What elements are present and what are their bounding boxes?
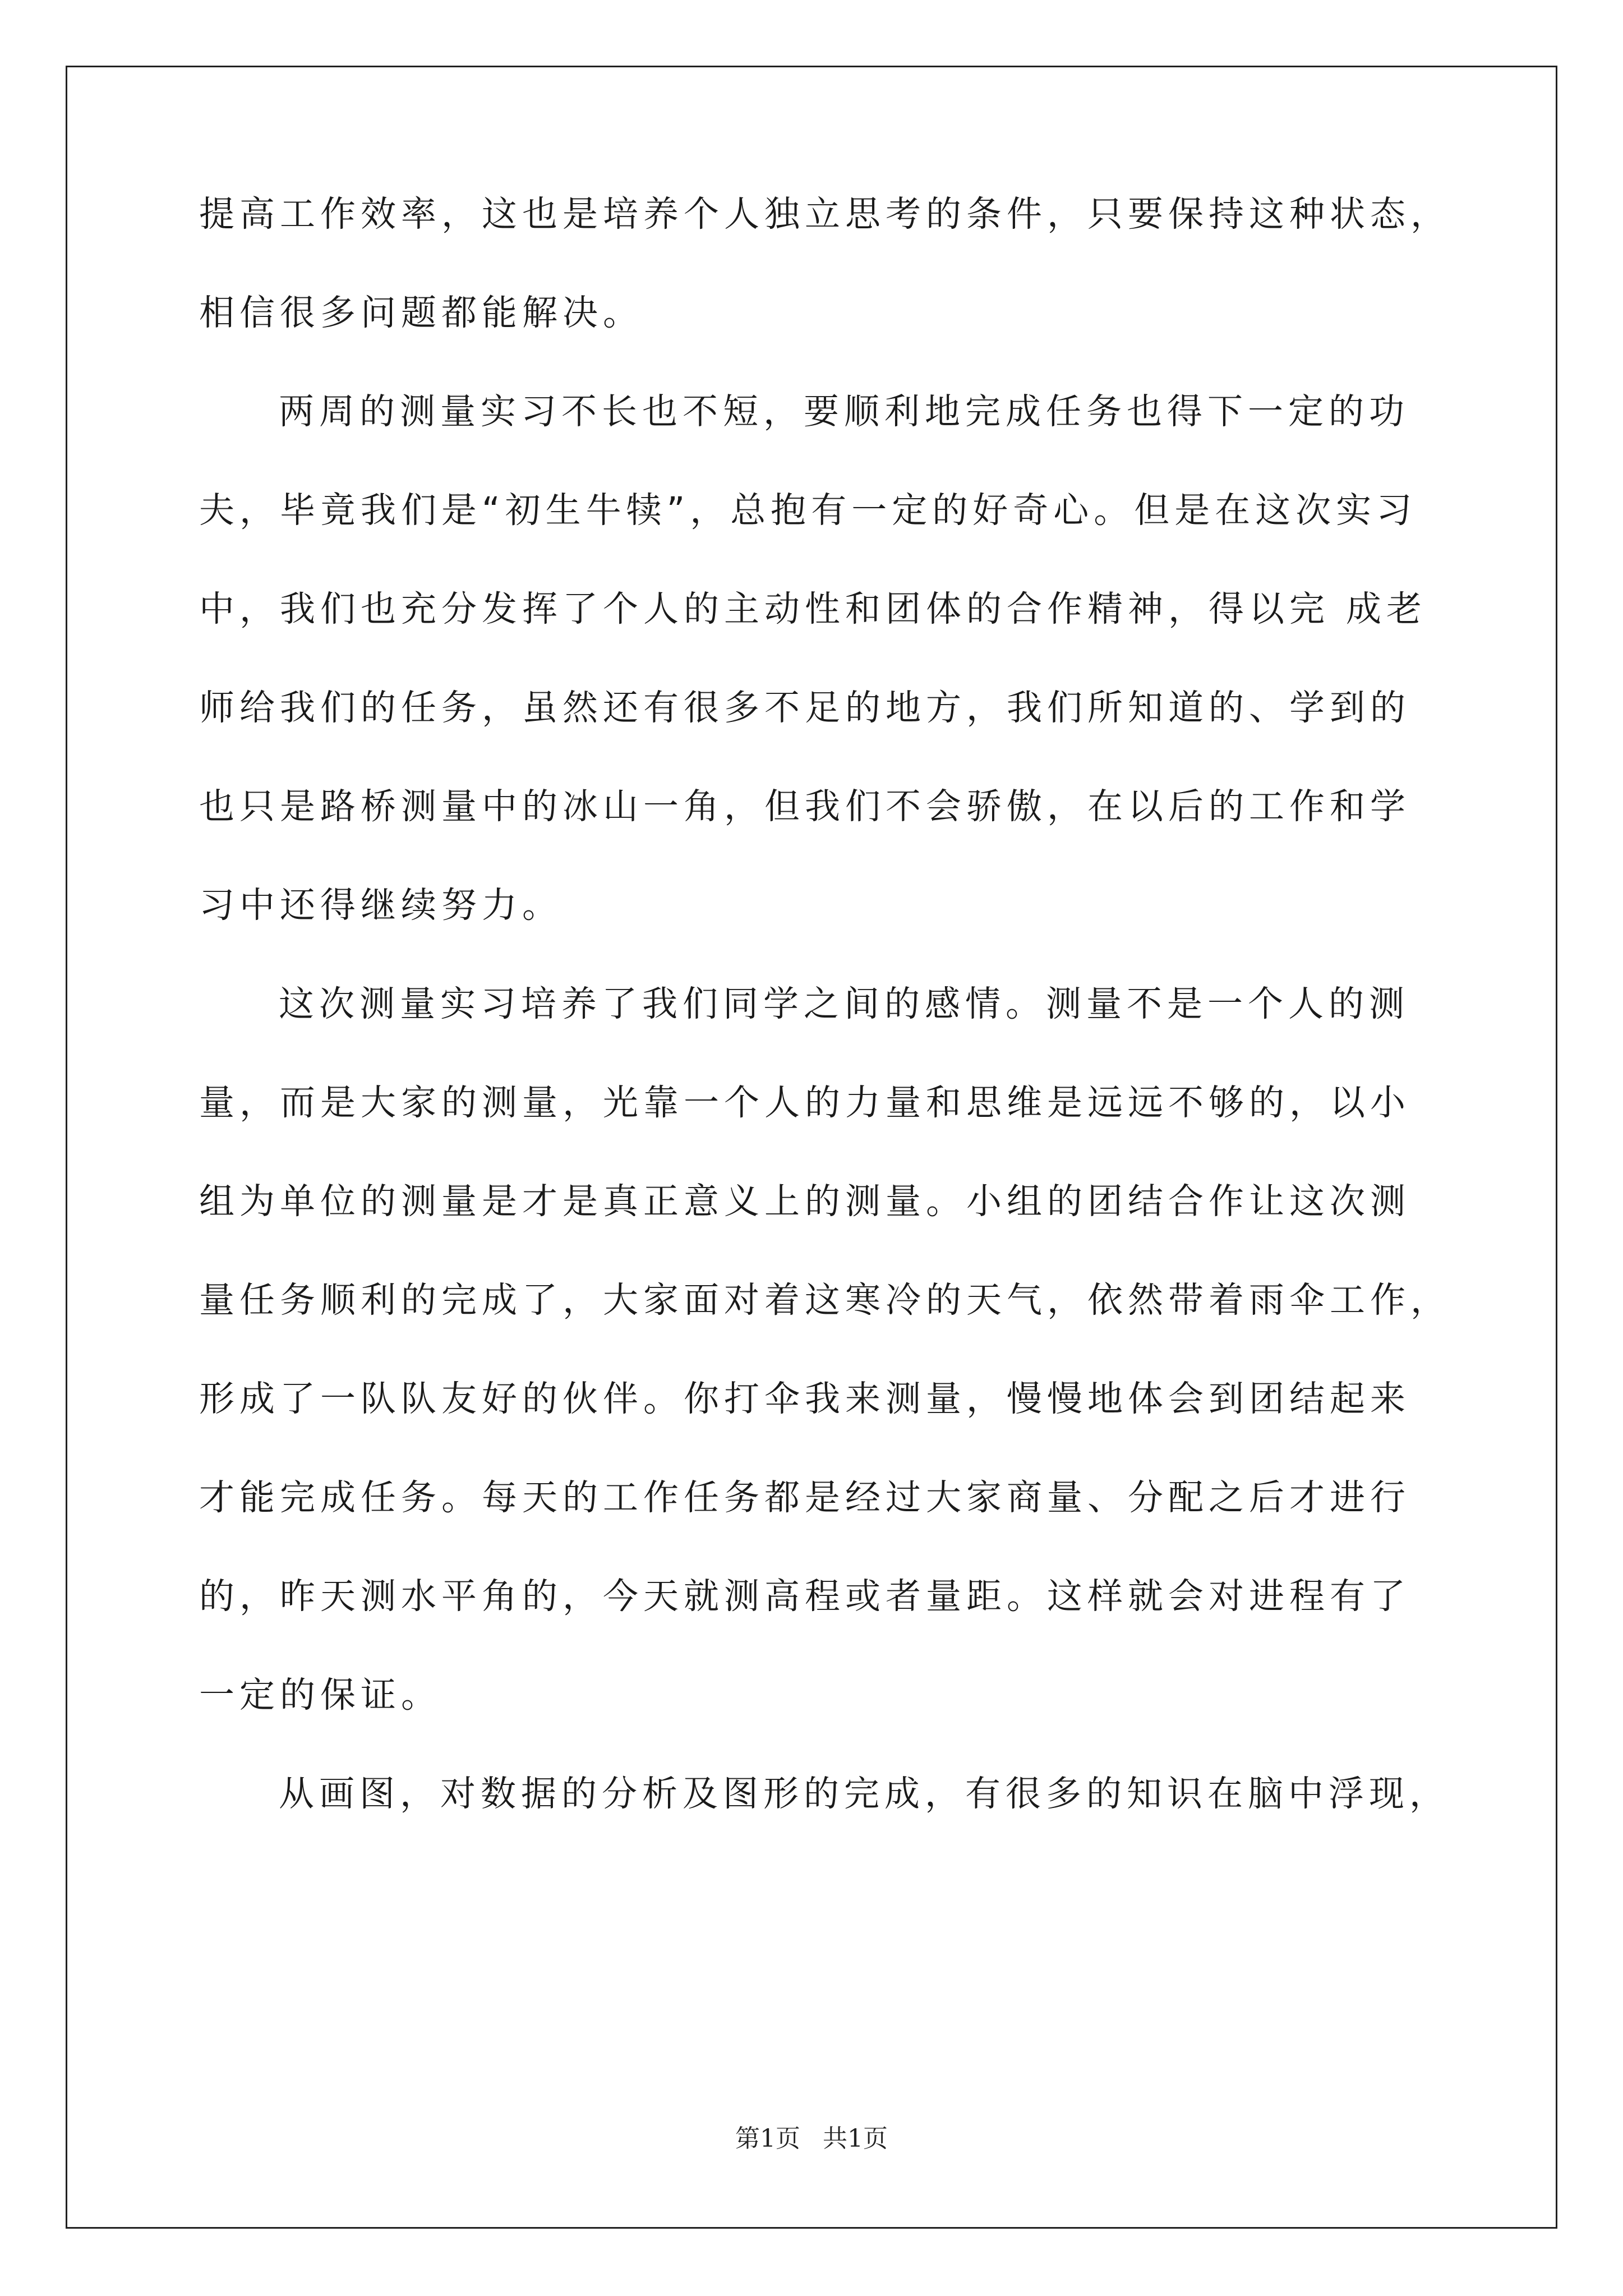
text-line: 组为单位的测量是才是真正意义上的测量。小组的团结合作让这次测 [199,1181,1410,1222]
page-footer [0,2124,1623,2153]
text-line: 一定的保证。 [199,1674,441,1715]
page-number: 第1页 [735,2124,800,2153]
text-line: 师给我们的任务，虽然还有很多不足的地方，我们所知道的、学到的 [199,687,1410,728]
text-line: 从画图，对数据的分析及图形的完成，有很多的知识在脑中浮现， [279,1773,1450,1814]
text-line: 量，而是大家的测量，光靠一个人的力量和思维是远远不够的，以小 [199,1082,1410,1123]
text-line: 中，我们也充分发挥了个人的主动性和团体的合作精神，得以完 成老 [199,588,1427,629]
text-line: 习中还得继续努力。 [199,885,562,926]
text-line: 量任务顺利的完成了，大家面对着这寒冷的天气，依然带着雨伞工作， [199,1280,1451,1320]
text-line: 相信很多问题都能解决。 [199,292,643,333]
text-line: 夫，毕竟我们是“初生牛犊”，总抱有一定的好奇心。但是在这次实习 [199,490,1417,531]
document-body [199,194,1451,1875]
page-total: 共1页 [823,2124,888,2153]
text-line: 形成了一队队友好的伙伴。你打伞我来测量，慢慢地体会到团结起来 [199,1378,1410,1419]
text-line: 也只是路桥测量中的冰山一角，但我们不会骄傲，在以后的工作和学 [199,786,1410,827]
text-line: 的，昨天测水平角的，今天就测高程或者量距。这样就会对进程有了 [199,1576,1410,1617]
text-line: 这次测量实习培养了我们同学之间的感情。测量不是一个人的测 [279,983,1409,1024]
text-line: 两周的测量实习不长也不短，要顺利地完成任务也得下一定的功 [279,391,1409,432]
text-line: 才能完成任务。每天的工作任务都是经过大家商量、分配之后才进行 [199,1477,1410,1518]
text-line: 提高工作效率，这也是培养个人独立思考的条件，只要保持这种状态， [199,194,1451,234]
